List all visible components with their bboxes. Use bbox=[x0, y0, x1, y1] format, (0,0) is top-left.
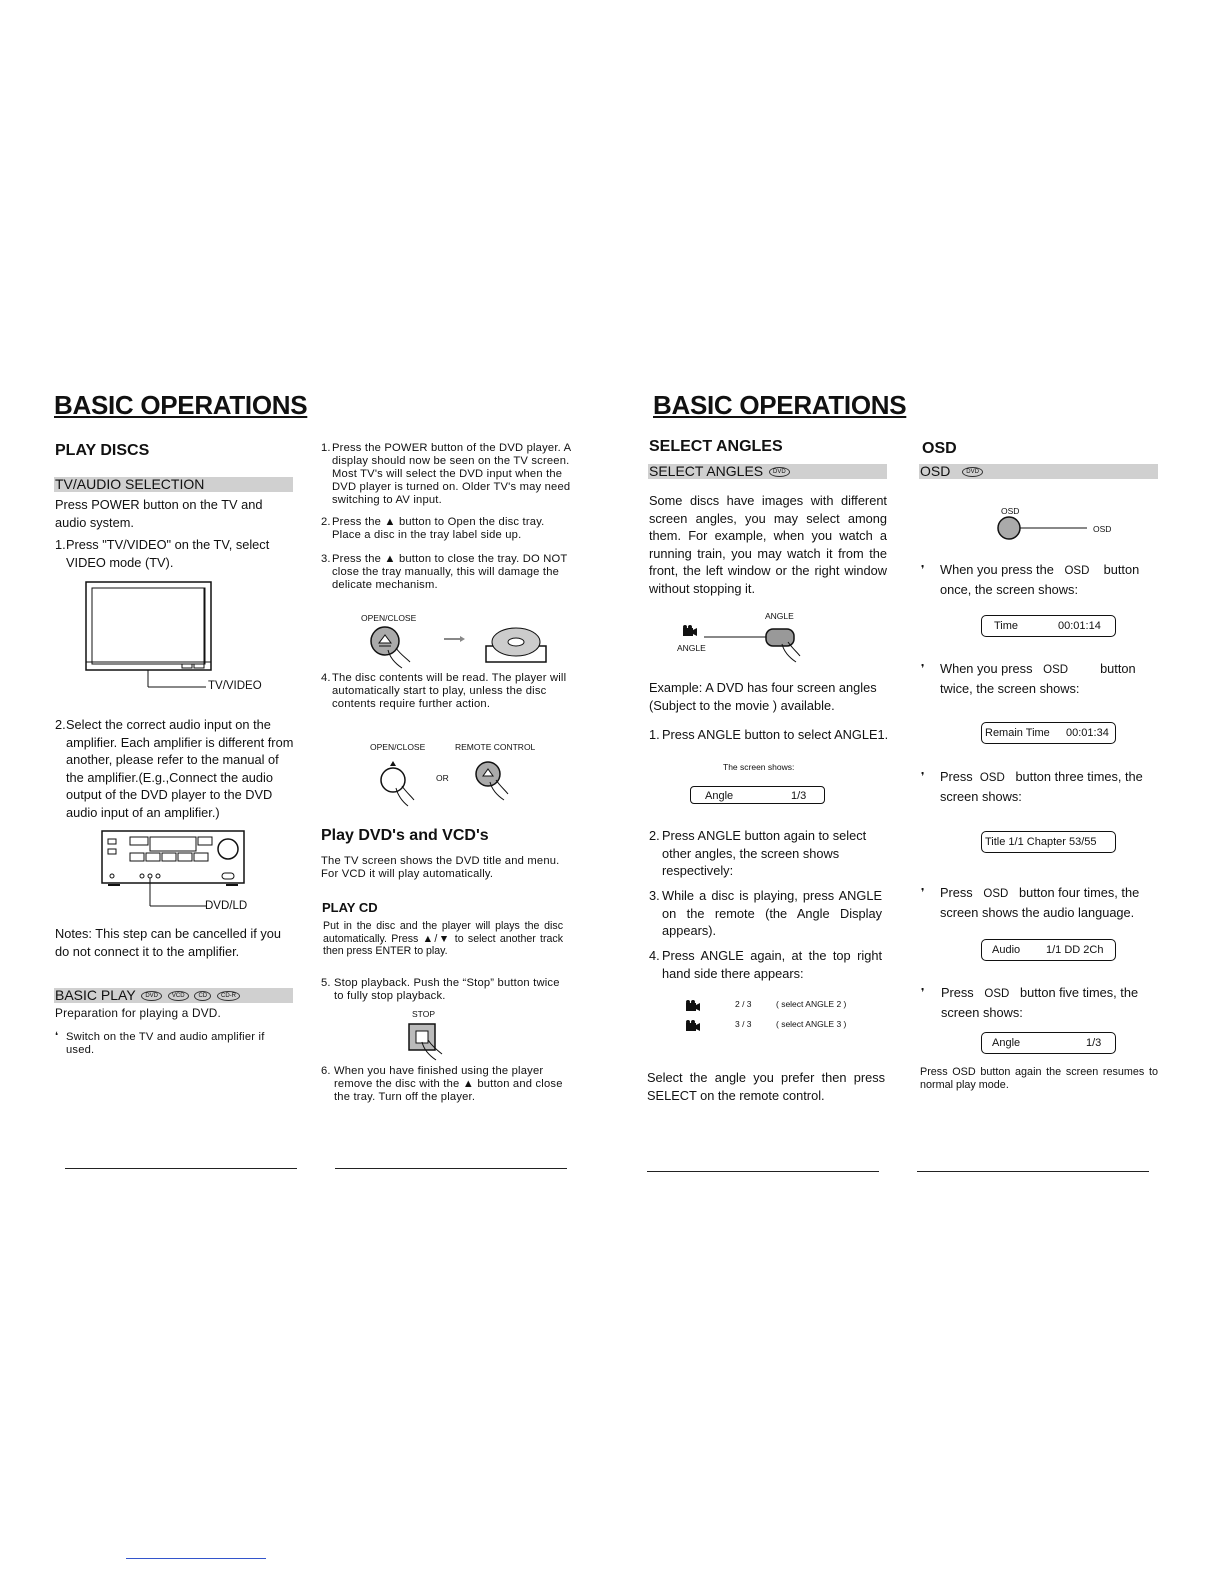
page-title-right: BASIC OPERATIONS bbox=[653, 390, 907, 420]
footer-rule-2 bbox=[335, 1168, 567, 1169]
footer-link-rule bbox=[126, 1558, 266, 1559]
osd-button-illustration bbox=[995, 515, 1090, 541]
switch-on-text: Switch on the TV and audio amplifier if used. bbox=[66, 1031, 265, 1056]
play-cd-text: Put in the disc and the player will plays the disc automatically. Press ▲/▼ to select another track then press ENTER to play. bbox=[323, 920, 563, 957]
select-angles-bar: SELECT ANGLES DVD bbox=[648, 464, 887, 479]
play-dvd-vcd-text: The TV screen shows the DVD title and menu. For VCD it will play automatically. bbox=[321, 855, 560, 880]
open-or-remote-illustration bbox=[378, 758, 518, 808]
open-close-label-2: OPEN/CLOSE bbox=[370, 742, 426, 752]
dvd-ld-label: DVD/LD bbox=[205, 900, 248, 912]
osd-title-chapter-box: Title 1/1 Chapter 53/55 bbox=[981, 831, 1116, 853]
open-close-label: OPEN/CLOSE bbox=[361, 613, 417, 623]
angle-icon-label: ANGLE bbox=[677, 643, 706, 653]
osd-button-side-label: OSD bbox=[1093, 524, 1112, 534]
angle-button-label: ANGLE bbox=[765, 611, 794, 621]
osd-remain-time-box: Remain Time 00:01:34 bbox=[981, 722, 1116, 744]
osd-bullet-1: When you press the OSD button once, the screen shows: bbox=[940, 562, 1140, 597]
play-dvd-vcd-heading: Play DVD's and VCD's bbox=[321, 827, 489, 844]
play-discs-heading: PLAY DISCS bbox=[55, 442, 150, 459]
osd-bullet-2: When you press OSD button twice, the screen shows: bbox=[940, 661, 1136, 696]
footer-rule-3 bbox=[647, 1171, 879, 1172]
play-cd-heading: PLAY CD bbox=[322, 900, 378, 915]
osd-button-top-label: OSD bbox=[1001, 506, 1020, 516]
footer-rule-4 bbox=[917, 1171, 1149, 1172]
bullet-icon: ❜ bbox=[921, 564, 925, 576]
angle-row-2-note: ( select ANGLE 3 ) bbox=[776, 1019, 847, 1029]
angle-row-1-value: 2 / 3 bbox=[735, 999, 752, 1009]
osd-closing: Press OSD button again the screen resumes to normal play mode. bbox=[920, 1066, 1158, 1091]
angle-row-2-value: 3 / 3 bbox=[735, 1019, 752, 1029]
camera-icon bbox=[683, 628, 693, 636]
angle-screen-box: Angle 1/3 bbox=[690, 786, 825, 804]
basic-play-bar: BASIC PLAY DVD VCD CD CD-R bbox=[54, 988, 293, 1003]
remote-control-label: REMOTE CONTROL bbox=[455, 742, 536, 752]
bullet-icon: ❜ bbox=[921, 771, 925, 783]
cd-disc-icon: CD bbox=[194, 991, 211, 1001]
tv-video-label: TV/VIDEO bbox=[208, 680, 262, 692]
osd-audio-box: Audio 1/1 DD 2Ch bbox=[981, 939, 1116, 961]
osd-time-box: Time 00:01:14 bbox=[981, 615, 1116, 637]
screen-shows-label: The screen shows: bbox=[723, 762, 795, 772]
tv-audio-selection-bar: TV/AUDIO SELECTION bbox=[54, 477, 293, 492]
select-angles-closing: Select the angle you prefer then press SELECT on the remote control. bbox=[647, 1070, 885, 1103]
angle-row-1-note: ( select ANGLE 2 ) bbox=[776, 999, 847, 1009]
select-angles-heading: SELECT ANGLES bbox=[649, 438, 783, 455]
dvd-disc-icon: DVD bbox=[141, 991, 162, 1001]
osd-bullet-3: Press OSD button three times, the screen shows: bbox=[940, 769, 1143, 804]
dvd-disc-icon: DVD bbox=[962, 467, 983, 477]
dvd-disc-icon: DVD bbox=[769, 467, 790, 477]
osd-bullet-5: Press OSD button five times, the screen shows: bbox=[941, 985, 1139, 1020]
osd-heading: OSD bbox=[922, 440, 957, 457]
angle-example: Example: A DVD has four screen angles (Subject to the movie ) available. bbox=[649, 680, 877, 713]
stop-label: STOP bbox=[412, 1009, 435, 1019]
open-close-illustration bbox=[368, 624, 558, 670]
bullet-icon: ❜ bbox=[921, 987, 925, 999]
bullet-icon: ❜ bbox=[921, 887, 925, 899]
vcd-disc-icon: VCD bbox=[168, 991, 189, 1001]
or-label: OR bbox=[436, 773, 449, 783]
cdr-disc-icon: CD-R bbox=[217, 991, 240, 1001]
footer-rule-1 bbox=[65, 1168, 297, 1169]
preparation-text: Preparation for playing a DVD. bbox=[55, 1006, 221, 1020]
amplifier-notes: Notes: This step can be cancelled if you do not connect it to the amplifier. bbox=[55, 926, 281, 959]
tv-audio-intro: Press POWER button on the TV and audio system. bbox=[55, 497, 263, 530]
bullet-icon: ❛ bbox=[55, 1031, 59, 1042]
osd-angle-box: Angle 1/3 bbox=[981, 1032, 1116, 1054]
osd-bullet-4: Press OSD button four times, the screen shows the audio language. bbox=[940, 885, 1140, 920]
osd-bar: OSD DVD bbox=[919, 464, 1158, 479]
stop-button-illustration bbox=[404, 1020, 454, 1066]
page-title-left: BASIC OPERATIONS bbox=[54, 390, 308, 420]
bullet-icon: ❜ bbox=[921, 663, 925, 675]
angle-camera-icons bbox=[684, 997, 704, 1037]
tv-illustration bbox=[84, 580, 274, 695]
angle-button-illustration bbox=[680, 622, 820, 668]
select-angles-intro: Some discs have images with different screen angles, you may select among them. For example, when you watch a running train, you may watch it from the front, the left window or the right window without stopping it. bbox=[649, 493, 887, 596]
